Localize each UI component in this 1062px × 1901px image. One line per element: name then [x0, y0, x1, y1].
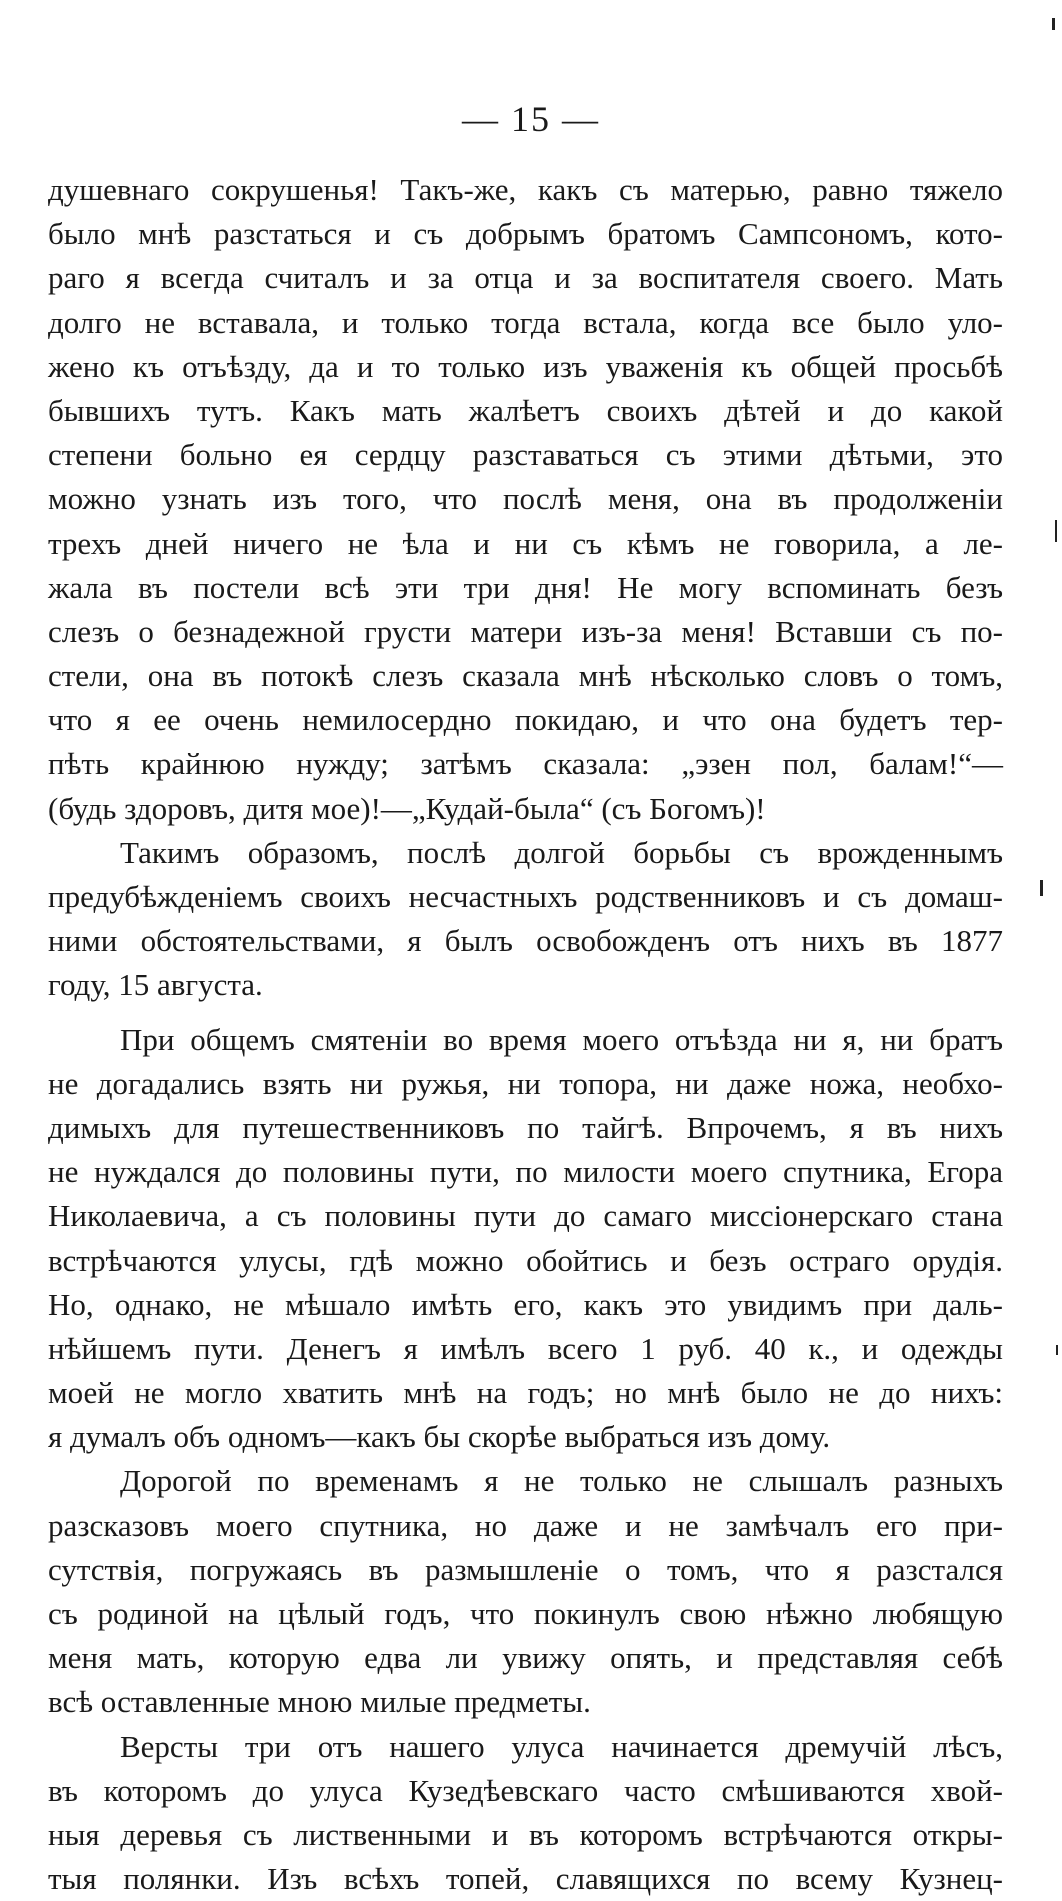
text-line: разсказовъ моего спутника, но даже и не замѣчалъ его при-: [48, 1507, 1003, 1543]
text-line: меня мать, которую едва ли увижу опять, и представляя себѣ: [48, 1640, 1003, 1676]
paragraph-spacing: [48, 1008, 1003, 1018]
text-line: съ родиной на цѣлый годъ, что покинулъ свою нѣжно любящую: [48, 1596, 1003, 1631]
text-line: встрѣчаются улусы, гдѣ можно обойтись и безъ остраго орудія.: [48, 1242, 1003, 1278]
text-line: предубѣжденіемъ своихъ несчастныхъ родственниковъ и съ домаш-: [48, 879, 1003, 914]
text-line: долго не вставала, и только тогда встала, когда все было уло-: [48, 304, 1003, 340]
text-line: Дорогой по временамъ я не только не слышалъ разныхъ: [120, 1463, 1003, 1499]
text-line: можно узнать изъ того, что послѣ меня, она въ продолженіи: [48, 481, 1003, 517]
paragraph: [48, 831, 1003, 1008]
text-line: было мнѣ разстаться и съ добрымъ братомъ Сампсономъ, кото-: [48, 216, 1003, 252]
text-line: Версты три отъ нашего улуса начинается дремучій лѣсъ,: [120, 1728, 1003, 1764]
text-line: не нуждался до половины пути, по милости моего спутника, Егора: [48, 1154, 1003, 1190]
text-line: моей не могло хватить мнѣ на годъ; но мнѣ было не до нихъ:: [48, 1375, 1003, 1411]
text-line: Но, однако, не мѣшало имѣть его, какъ это увидимъ при даль-: [48, 1286, 1003, 1322]
text-line: трехъ дней ничего не ѣла и ни съ кѣмъ не говорила, а ле-: [48, 525, 1003, 561]
text-line: что я ее очень немилосердно покидаю, и что она будетъ тер-: [48, 702, 1003, 738]
margin-mark: [1055, 520, 1057, 542]
text-line: году, 15 августа.: [48, 967, 263, 1003]
text-line: всѣ оставленные мною милые предметы.: [48, 1684, 591, 1720]
page-number: — 15 —: [462, 99, 600, 139]
paragraph: [48, 1018, 1003, 1460]
text-line: тыя полянки. Изъ всѣхъ топей, славящихся по всему Кузнец-: [48, 1861, 1003, 1897]
text-line: димыхъ для путешественниковъ по тайгѣ. Впрочемъ, я въ нихъ: [48, 1109, 1003, 1145]
paragraph: [48, 1725, 1003, 1901]
margin-mark: [1056, 1345, 1058, 1355]
text-line: (будь здоровъ, дитя мое)!—„Кудай-была“ (съ Богомъ)!: [48, 790, 766, 826]
text-line: степени больно ея сердцу разставаться съ этими дѣтьми, это: [48, 437, 1003, 473]
paragraph: [48, 168, 1003, 831]
text-line: не догадались взять ни ружья, ни топора, ни даже ножа, необхо-: [48, 1065, 1003, 1101]
text-line: сутствія, погружаясь въ размышленіе о томъ, что я разстался: [48, 1551, 1003, 1587]
text-line: пѣть крайнюю нужду; затѣмъ сказала: „эзен пол, балам!“—: [48, 746, 1003, 782]
text-line: нѣйшемъ пути. Денегъ я имѣлъ всего 1 руб. 40 к., и одежды: [48, 1330, 1003, 1366]
text-line: раго я всегда считалъ и за отца и за воспитателя своего. Мать: [48, 260, 1003, 296]
text-line: жено къ отъѣзду, да и то только изъ уваженія къ общей просьбѣ: [48, 348, 1003, 384]
text-line: стели, она въ потокѣ слезъ сказала мнѣ нѣсколько словъ о томъ,: [48, 658, 1003, 694]
text-line: жала въ постели всѣ эти три дня! Не могу вспоминать безъ: [48, 569, 1003, 605]
margin-mark: [1052, 18, 1055, 30]
paragraph: [48, 1459, 1003, 1724]
text-line: въ которомъ до улуса Кузедѣевскаго часто смѣшиваются хвой-: [48, 1772, 1003, 1808]
text-line: душевнаго сокрушенья! Такъ-же, какъ съ матерью, равно тяжело: [48, 172, 1003, 207]
text-line: Николаевича, а съ половины пути до самаго миссіонерскаго стана: [48, 1198, 1003, 1234]
text-line: ныя деревья съ лиственными и въ которомъ встрѣчаются откры-: [48, 1816, 1003, 1852]
text-line: ними обстоятельствами, я былъ освобожденъ отъ нихъ въ 1877: [48, 923, 1003, 959]
text-line: бывшихъ тутъ. Какъ мать жалѣетъ своихъ дѣтей и до какой: [48, 392, 1003, 428]
body-text: [48, 168, 1003, 1901]
text-line: слезъ о безнадежной грусти матери изъ-за меня! Вставши съ по-: [48, 613, 1003, 649]
text-line: я думалъ объ одномъ—какъ бы скорѣе выбраться изъ дому.: [48, 1419, 831, 1455]
text-line: При общемъ смятеніи во время моего отъѣзда ни я, ни братъ: [120, 1021, 1003, 1057]
text-line: Такимъ образомъ, послѣ долгой борьбы съ врожденнымъ: [120, 834, 1003, 870]
margin-mark: [1040, 880, 1043, 896]
